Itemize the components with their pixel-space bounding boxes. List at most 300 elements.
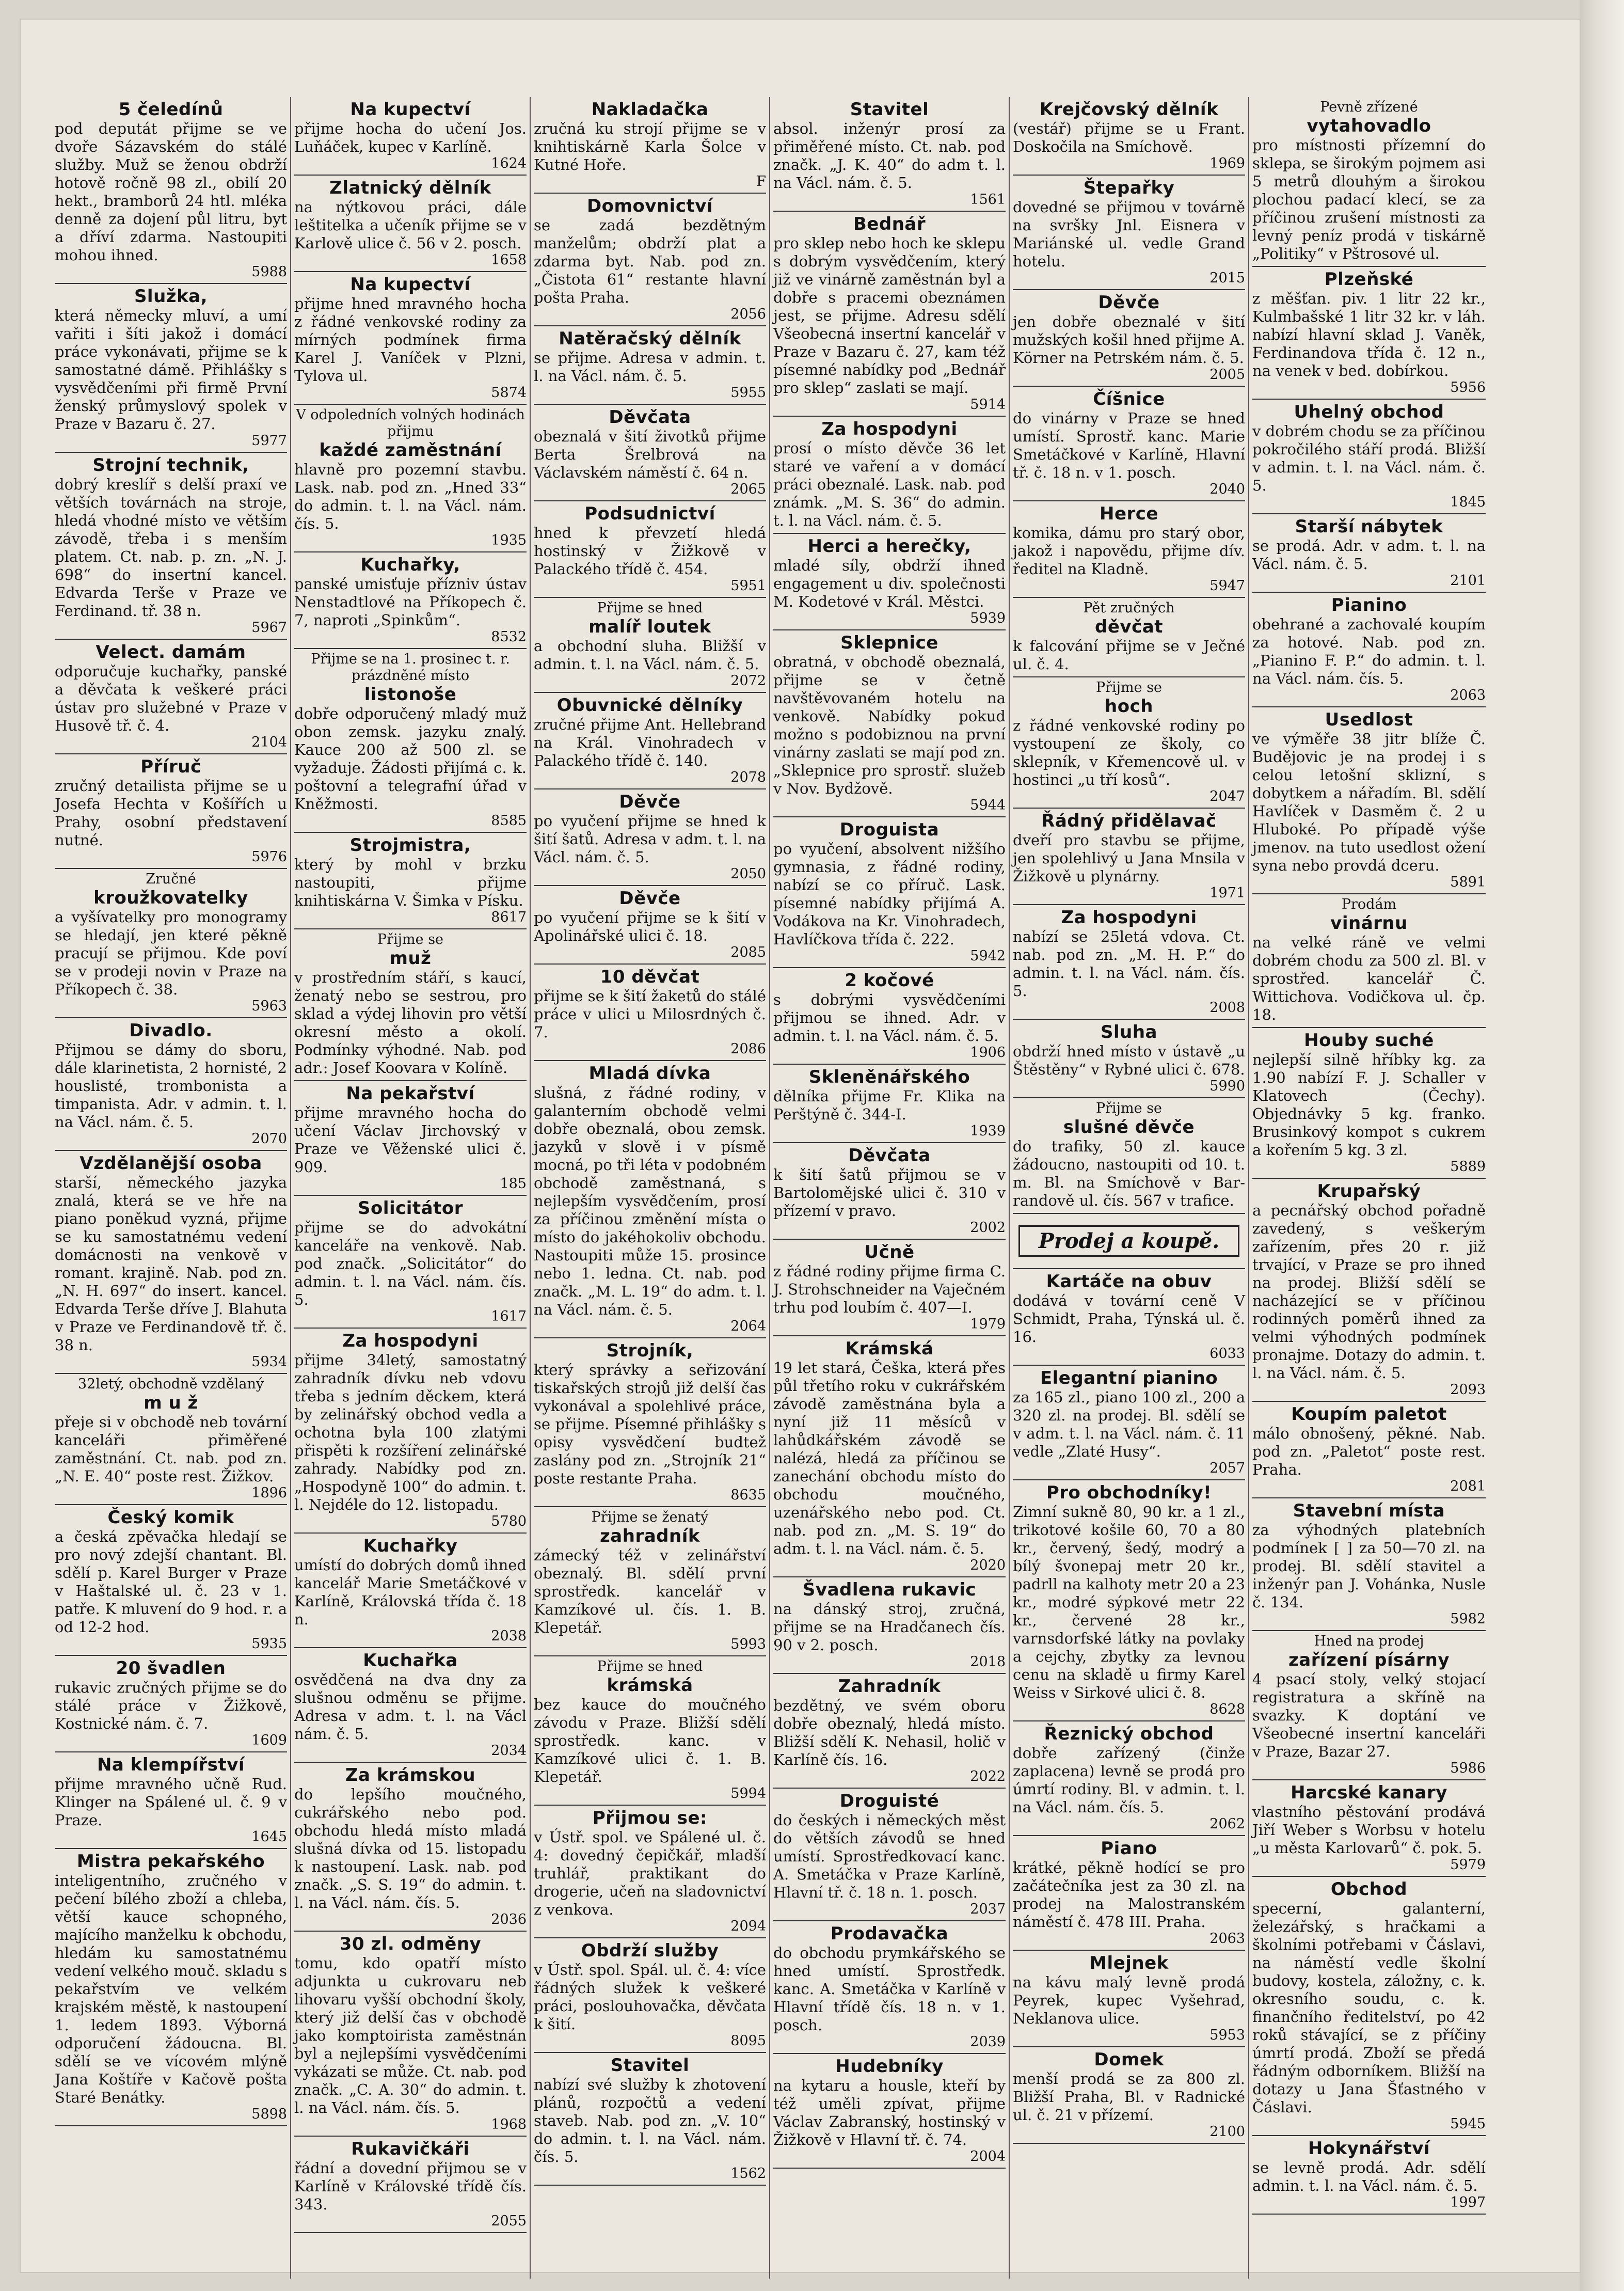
classified-ad	[1013, 809, 1245, 905]
ad-number: 2022	[970, 1768, 1006, 1784]
classified-ad	[1013, 97, 1245, 176]
ad-heading: Kuchařky	[363, 1536, 458, 1556]
ad-text: málo obnošený, pěkné. Nab. pod zn. „Paletot“ poste rest. Praha.	[1252, 1425, 1486, 1478]
ad-heading: Řeznický obchod	[1044, 1724, 1214, 1744]
ad-intro: Hned na prodej	[1314, 1633, 1424, 1649]
ad-number: 8532	[491, 629, 527, 645]
classified-ad	[1013, 387, 1245, 501]
ad-heading: Usedlost	[1325, 709, 1413, 730]
ad-heading: 20 švadlen	[116, 1658, 226, 1679]
ad-number: 185	[500, 1176, 527, 1192]
ad-heading: Číšnice	[1093, 389, 1165, 409]
ad-text: po vyučení, absolvent nižšího gymnasia, z řádné rodiny, nabízí se co příruč. Lask. písemné nabídky přijímá A. Vodákova na Kr. Vinohradech, Havlíčkova třída č. 222.	[773, 840, 1006, 948]
classified-ad	[294, 405, 527, 552]
ad-number: 2020	[970, 1557, 1006, 1573]
ad-heading: Štepařky	[1083, 178, 1175, 198]
ad-number: 2036	[491, 1911, 527, 1927]
ad-text: z řádné venkovské rodiny po vystoupení ze školy, co sklepník, v Křemencově ul. v hostinci „u tří kosů“.	[1013, 717, 1245, 788]
ad-heading: Pro obchodníky!	[1046, 1482, 1212, 1503]
classified-ad	[534, 405, 766, 501]
ad-number: 5990	[1209, 1078, 1245, 1094]
classified-ad	[55, 754, 287, 869]
ad-heading: Divadlo.	[129, 1020, 213, 1041]
ad-text: Zimní sukně 80, 90 kr. a 1 zl., trikotové košile 60, 70 a 80 kr., červený, šedý, modrý a bílý švonepaj metr 20 kr., padrll na kalhoty metr 20 a 23 kr., modré sýpkové metr 22 kr., červené 28 kr., varnsdorfské látky na povlaky a cejchy, zbytky za levnou cenu na skladě u firmy Karel Weiss v Sirkové ulici č. 8.	[1013, 1503, 1245, 1701]
ad-number: 5947	[1209, 578, 1245, 594]
column-2	[291, 97, 531, 2279]
ad-text: která německy mluví, a umí vařiti i šíti jakož i domácí práce vykonávati, přijme se k samostatné dámě. Přihlášky s vysvědčeními při firmě První ženský průmyslový spolek v Praze v Bazaru č. 27.	[55, 307, 287, 433]
ad-text: a obchodní sluha. Bližší v admin. t. l. na Václ. nám. č. 5.	[534, 637, 766, 673]
ad-heading: 5 čeledínů	[118, 99, 224, 120]
ad-text: zručný detailista přijme se u Josefa Hechta v Košířích u Prahy, osobní představení nutné.	[55, 777, 287, 849]
ad-text: vlastního pěstování prodává Jiří Weber s Worbsu v hotelu „u města Karlovarů“ č. pok. 5.	[1252, 1803, 1486, 1857]
ad-heading: Kuchařka	[363, 1650, 458, 1671]
classified-ad	[1013, 1721, 1245, 1836]
ad-heading: Zlatnický dělník	[329, 178, 491, 198]
ad-text: v Ústř. spol. ve Spálené ul. č. 4: dovedný čepičkář, mladší truhlář, praktikant do drogerie, učeň na sladovnictví z venkova.	[534, 1828, 766, 1918]
ad-text: do obchodu prymkářského se hned umístí. Sprostředk. kanc. A. Smetáčka v Karlíně v Hlavní třídě čís. 18 n. v 1. posch.	[773, 1944, 1006, 2034]
ad-number: 1561	[970, 192, 1006, 208]
ad-text: přijme mravného učně Rud. Klinger na Spálené ul. č. 9 v Praze.	[55, 1775, 287, 1829]
ad-heading: Domovnictví	[586, 196, 713, 216]
classified-ad	[1252, 1402, 1486, 1498]
ad-heading: Za krámskou	[345, 1765, 476, 1786]
classified-ad	[773, 212, 1006, 417]
ad-text: přijme mravného hocha do učení Václav Jirchovský v Praze ve Věženské ulici č. 909.	[294, 1104, 527, 1176]
ad-number: 2065	[730, 481, 766, 497]
ad-number: 2081	[1450, 1478, 1486, 1494]
ad-intro: Prodám	[1341, 896, 1397, 912]
ad-text: ve výměře 38 jitr blíže Č. Budějovic je na prodej i s celou letošní sklizní, s dobytkem a nářadím. Bl. sdělí Havlíček v Dasměm č. 2 u Hluboké. Po případě výše jmenov. na tuto usedlost ožení syna nebo provdá dceru.	[1252, 730, 1486, 874]
classified-ad	[1252, 894, 1486, 1028]
ad-text: v dobrém chodu se za příčinou pokročilého stáří prodá. Bližší v admin. t. l. na Václ. nám. č. 5.	[1252, 422, 1486, 494]
ad-number: 2039	[970, 2034, 1006, 2050]
ad-heading: Koupím paletot	[1291, 1404, 1447, 1425]
ad-text: absol. inženýr prosí za přiměřené místo. Ct. nab. pod značk. „J. K. 40“ do adm t. l. na Václ. nám. č. 5.	[773, 120, 1006, 192]
ad-heading: Mladá dívka	[588, 1063, 711, 1084]
ad-number: 5956	[1450, 380, 1486, 396]
ad-intro: Přijme se ženatý	[591, 1509, 709, 1525]
ad-heading: 10 děvčat	[600, 967, 700, 987]
ad-number: 5953	[1209, 2027, 1245, 2043]
classified-ad	[773, 534, 1006, 630]
ad-heading: krámská	[607, 1675, 693, 1696]
ad-number: 5994	[730, 1786, 766, 1802]
ad-intro: V odpoledních volných hodinách přijmu	[296, 407, 525, 439]
ad-number: 5944	[970, 797, 1006, 813]
ad-number: 5914	[970, 397, 1006, 413]
ad-heading: Příruč	[140, 756, 201, 777]
ad-heading: Vzdělanější osoba	[79, 1153, 262, 1174]
ad-number: 5935	[251, 1636, 287, 1652]
classified-ad	[55, 453, 287, 640]
column-3	[531, 97, 770, 2279]
ad-number: 5889	[1450, 1159, 1486, 1175]
ad-number: 5942	[970, 948, 1006, 964]
ad-heading: Kartáče na obuv	[1046, 1271, 1212, 1292]
ad-number: 1979	[970, 1316, 1006, 1332]
classified-ad	[294, 649, 527, 833]
classified-ad	[1252, 1028, 1486, 1179]
classified-ad	[1013, 1951, 1245, 2047]
ad-heading: muž	[389, 948, 432, 969]
ad-number: 2094	[730, 1918, 766, 1934]
classified-ad	[294, 552, 527, 649]
classified-ad	[294, 1534, 527, 1648]
ad-text: pro místnosti přízemní do sklepa, se širokým pojmem asi 5 metrů dlouhým a širokou plochou padací klecí, se za příčinou zrušení místnosti za levný peníz prodá v tiskárně „Politiky“ v Pštrosové ul.	[1252, 136, 1486, 262]
ad-number: 2018	[970, 1654, 1006, 1670]
ad-heading: Strojník,	[606, 1340, 694, 1361]
ad-heading: Hudebníky	[835, 2056, 944, 2077]
ad-text: a pecnářský obchod pořadně zavedený, s veškerým zařízením, přes 20 r. již trvající, v Praze se pro ihned na prodej. Bližší sdělí se nacházející se v příčinou rodinných poměrů ihned za velmi výhodných podmínek pronajme. Dotazy do admin. t. l. na Václ. nám. č. 5.	[1252, 1202, 1486, 1382]
ad-number: 2070	[251, 1131, 287, 1147]
ad-number: 5967	[251, 620, 287, 636]
classified-ad	[1013, 1366, 1245, 1480]
ad-number: 2037	[970, 1901, 1006, 1917]
ad-text: po vyučení přijme se hned k šití šatů. Adresa v adm. t. l. na Václ. nám. č. 5.	[534, 812, 766, 866]
ad-number: 2101	[1450, 573, 1486, 589]
ad-number: 2062	[1209, 1816, 1245, 1832]
ad-heading: listonoše	[364, 684, 457, 705]
classified-ad	[773, 968, 1006, 1065]
ad-number: 2072	[730, 673, 766, 689]
classified-ad	[773, 1240, 1006, 1336]
ad-heading: Za hospodyni	[342, 1331, 479, 1351]
ad-heading: Děvče	[619, 888, 681, 909]
classified-ad	[55, 1151, 287, 1374]
ad-heading: Přijmou se:	[592, 1808, 708, 1828]
classified-ad	[1013, 1020, 1245, 1098]
classified-ad	[773, 1336, 1006, 1577]
classified-ad	[534, 194, 766, 326]
ad-text: mladé síly, obdrží ihned engagement u div. společnosti M. Kodetové v Král. Městci.	[773, 557, 1006, 610]
ad-number: 1939	[970, 1123, 1006, 1139]
ad-number: 2050	[730, 866, 766, 882]
ad-text: přeje si v obchodě neb tovární kanceláři přiměřené zaměstnání. Ct. nab. pod zn. „N. E. 40“ poste rest. Žižkov.	[55, 1413, 287, 1485]
column-4	[770, 97, 1010, 2279]
section-title: Prodej a koupě.	[1018, 1225, 1239, 1257]
ad-heading: Za hospodyni	[821, 419, 958, 439]
ad-text: se levně prodá. Adr. sdělí admin. t. l. na Václ. nám. č. 5.	[1252, 2159, 1486, 2194]
ad-number: 2034	[491, 1743, 527, 1759]
ad-text: zámecký též v zelinářství obeznalý. Bl. sdělí první sprostředk. kancelář v Kamzíkové ul. čís. 1. B. Klepetář.	[534, 1546, 766, 1636]
ad-heading: vinárnu	[1330, 913, 1408, 934]
ad-heading: slušné děvče	[1063, 1117, 1195, 1137]
classified-ad	[55, 97, 287, 284]
classified-ad	[294, 176, 527, 272]
ad-number: 8095	[730, 2033, 766, 2049]
ad-heading: Strojní technik,	[92, 455, 249, 476]
classified-ad	[534, 1338, 766, 1507]
ad-text: přijme hned mravného hocha z řádné venkovské rodiny za mírných podmínek firma Karel J. Vaníček v Plzni, Tylova ul.	[294, 295, 527, 385]
ad-text: (vestář) přijme se u Frant. Doskočila na Smíchově.	[1013, 120, 1245, 155]
ad-text: odporučuje kuchařky, panské a děvčata k veškeré práci ústav pro služebné v Praze v Husově tř. č. 4.	[55, 662, 287, 734]
ad-text: a vyšívatelky pro monogramy se hledají, jen které pěkně pracují se přijmou. Kde poví se v prodeji novin v Praze na Příkopech č. 38.	[55, 908, 287, 998]
classified-ad	[1252, 2136, 1486, 2215]
ad-text: nabízí své služby k zhotovení plánů, rozpočtů a vedení staveb. Nab. pod zn. „V. 10“ do admin. t. l. na Václ. nám. čís. 5.	[534, 2076, 766, 2166]
ad-number: 8617	[491, 909, 527, 925]
ad-heading: Piano	[1101, 1838, 1157, 1859]
ad-number: 2015	[1209, 270, 1245, 286]
ad-heading: Elegantní pianino	[1040, 1368, 1218, 1388]
ad-number: 1935	[491, 532, 527, 548]
ad-text: krátké, pěkně hodící se pro začátečníka jest za 30 zl. na prodej na Malostranském náměstí č. 478 III. Praha.	[1013, 1859, 1245, 1931]
classified-ad	[773, 630, 1006, 817]
classified-ad	[294, 2137, 527, 2233]
ad-intro: 32letý, obchodně vzdělaný	[77, 1376, 264, 1392]
ad-text: tomu, kdo opatří místo adjunkta u cukrovaru neb lihovaru vyšší obchodní školy, který již delší čas v obchodě jako komptoirista zaměstnán byl a nejlepšími vysvědčeními vykázati se může. Ct. nab. pod značk. „C. A. 30“ do admin. t. l. na Václ. nám. čís. 5.	[294, 1954, 527, 2116]
classified-ad	[55, 1752, 287, 1849]
ad-intro: Přijme se na 1. prosinec t. r. prázdněné místo	[311, 651, 510, 684]
ad-text: na dánský stroj, zručná, přijme se na Hradčanech čís. 90 v 2. posch.	[773, 1600, 1006, 1654]
ad-number: 2063	[1209, 1931, 1245, 1947]
classified-ad	[1013, 677, 1245, 809]
ad-text: specerní, galanterní, železářský, s hračkami a školními potřebami v Čáslavi, na náměstí vedle školní budovy, kostela, záložny, c. k. okresního soudu, c. k. finančního ředitelství, po 42 roků stávající, se z příčiny úmrtí prodá. Zboží se předá řádným odborníkem. Bližší na dotazy u Jana Šťastného v Čáslavi.	[1252, 1900, 1486, 2116]
ad-heading: Natěračský dělník	[559, 328, 741, 349]
classified-ad	[294, 833, 527, 929]
ad-number: 5982	[1450, 1611, 1486, 1627]
classified-ad	[1013, 2047, 1245, 2144]
ad-number: 1997	[1450, 2194, 1486, 2210]
ad-intro: Přijme se hned	[597, 1658, 703, 1674]
ad-heading: Učně	[864, 1242, 915, 1262]
ad-text: přijme 34letý, samostatný zahradník dívku neb vdovu třeba s jedním děckem, která by zelinářský obchod vedla a ochotna byla 100 zlatými přispěti k rozšíření zelinářské zahrady. Nabídky pod zn. „Hospodyně 100“ do admin. t. l. Nejdéle do 12. listopadu.	[294, 1351, 527, 1513]
ad-heading: 30 zl. odměny	[339, 1934, 482, 1954]
ad-number: 5955	[730, 385, 766, 401]
ad-text: se zadá bezdětným manželům; obdrží plat a zdarma byt. Nab. pod zn. „Čistota 61“ restante hlavní pošta Praha.	[534, 216, 766, 306]
ad-text: bezdětný, ve svém oboru dobře obeznalý, hledá místo. Bližší sdělí K. Nehasil, holič v Karlíně čís. 16.	[773, 1697, 1006, 1768]
classified-ad	[55, 640, 287, 754]
ad-text: řádní a dovední přijmou se v Karlíně v Královské třídě čís. 343.	[294, 2159, 527, 2213]
ad-heading: Prodavačka	[830, 1923, 949, 1944]
ad-text: do trafiky, 50 zl. kauce žádoucno, nastoupiti od 10. t. m. Bl. na Smíchově v Barrandově ul. čís. 567 v trafice.	[1013, 1137, 1245, 1209]
ad-number: 2056	[730, 306, 766, 322]
ad-text: starší, německého jazyka znalá, která se ve hře na piano poněkud vyzná, přijme se ku samostatnému vedení domácnosti na venkově v romant. krajině. Nab. pod zn. „N. H. 697“ do insert. kancel. Edvarda Terše dříve J. Blahuta v Praze ve Ferdinandově tř. č. 38 n.	[55, 1174, 287, 1354]
ad-heading: Obuvnické dělníky	[556, 695, 743, 716]
ad-text: dobře odporučený mladý muž obon zemsk. jazyku znalý. Kauce 200 až 500 zl. se vyžaduje. Žádosti přijímá c. k. poštovní a telegrafní úřad v Kněžmosti.	[294, 705, 527, 813]
ad-heading: Mlejnek	[1089, 1953, 1169, 1973]
classified-ad	[294, 1196, 527, 1329]
ad-number: 5874	[491, 385, 527, 401]
classified-ad	[55, 869, 287, 1018]
column-1	[52, 97, 291, 2279]
ad-heading: Domek	[1094, 2049, 1164, 2070]
ad-heading: Uhelný obchod	[1294, 402, 1444, 422]
ad-text: Přijmou se dámy do sboru, dále klarinetista, 2 hornisté, 2 houslisté, trombonista a timpanista. Adr. v admin. t. l. na Václ. nám. č. 5.	[55, 1041, 287, 1131]
ad-text: přijme se do advokátní kanceláře na venkově. Nab. pod značk. „Solicitátor“ do admin. t. l. na Václ. nám. čís. 5.	[294, 1219, 527, 1308]
ad-text: hned k převzetí hledá hostinský v Žižkově v Palackého třídě č. 454.	[534, 524, 766, 578]
ad-heading: Krejčovský dělník	[1039, 99, 1219, 120]
ad-text: na nýtkovou práci, dále leštitelka a učeník přijme se v Karlově ulice č. 56 v 2. posch.	[294, 198, 527, 252]
ad-heading: Rukavičkáři	[351, 2139, 470, 2159]
classified-ad	[534, 1656, 766, 1806]
classified-ad	[534, 1507, 766, 1656]
ad-text: obehrané a zachovalé koupím za hotové. Nab. pod zn. „Pianino F. P.“ do admin. t. l. na Václ. nám. čís. 5.	[1252, 615, 1486, 687]
classified-ad	[1252, 707, 1486, 894]
ad-number: 1609	[251, 1732, 287, 1748]
classified-ad	[294, 1932, 527, 2137]
classified-ad	[294, 1081, 527, 1196]
ad-text: do lepšího moučného, cukrářského nebo pod. obchodu hledá místo mladá slušná dívka od 15. listopadu k nastoupení. Lask. nab. pod značk. „S. S. 19“ do admin. t. l. na Václ. nám. čís. 5.	[294, 1786, 527, 1911]
ad-text: pro sklep nebo hoch ke sklepu s dobrým vysvědčením, který již ve vinárně zaměstnán byl a dobře s pracemi obeznámen jest, se přijme. Adresu sdělí Všeobecná insertní kancelář v Praze v Bazaru č. 27, kam též písemné nabídky pod „Bednář pro sklep“ zaslati se mají.	[773, 234, 1006, 397]
ad-heading: Děvčata	[609, 407, 691, 428]
ad-number: 1645	[251, 1829, 287, 1845]
ad-number: 5891	[1450, 874, 1486, 890]
ad-text: a česká zpěvačka hledají se pro nový zdejší chantant. Bl. sdělí p. Karel Burger v Praze v Haštalské ul. č. 23 v 1. patře. K mluvení do 9 hod. r. a od 12-2 hod.	[55, 1528, 287, 1636]
ad-number: 2064	[730, 1318, 766, 1334]
ad-text: hlavně pro pozemní stavbu. Lask. nab. pod zn. „Hned 33“ do admin. t. l. na Václ. nám. čís. 5.	[294, 461, 527, 532]
ad-heading: Nakladačka	[591, 99, 709, 120]
classified-ad	[1252, 1631, 1486, 1780]
ad-heading: Starší nábytek	[1295, 516, 1443, 537]
classified-ad	[55, 1505, 287, 1656]
ad-heading: Za hospodyni	[1061, 907, 1197, 928]
classified-ad	[55, 1374, 287, 1505]
ad-number: 1562	[730, 2166, 766, 2182]
classified-ad	[1252, 1780, 1486, 1877]
classified-ad	[1013, 1098, 1245, 1214]
classified-ad	[1252, 593, 1486, 707]
classified-ad	[1252, 1877, 1486, 2136]
ad-number: 5977	[251, 433, 287, 449]
ad-number: 2104	[251, 734, 287, 750]
ad-number: 5934	[251, 1354, 287, 1370]
ad-heading: Obchod	[1330, 1879, 1408, 1900]
ad-number: 1845	[1450, 494, 1486, 510]
ad-number: 2055	[491, 2213, 527, 2229]
ad-heading: děvčat	[1095, 617, 1163, 637]
ad-heading: Zahradník	[838, 1676, 941, 1697]
ad-heading: zahradník	[600, 1526, 700, 1546]
ad-intro: Přijme se	[1095, 1100, 1163, 1116]
classified-ad	[773, 1674, 1006, 1789]
ad-text: obeznalá v šití životků přijme Berta Šrelbrová na Václavském náměstí č. 64 n.	[534, 428, 766, 481]
ad-text: dodává v tovární ceně V Schmidt, Praha, Týnská ul. č. 16.	[1013, 1292, 1245, 1346]
ad-heading: Solicitátor	[357, 1198, 464, 1219]
ad-intro: Přijme se	[1095, 680, 1163, 696]
ad-text: na velké ráně ve velmi dobrém chodu za 500 zl. Bl. v sprostřed. kancelář Č. Wittichova. Vodičkova ul. čp. 18.	[1252, 934, 1486, 1023]
classified-ad	[1013, 501, 1245, 598]
ad-number: 5780	[491, 1513, 527, 1529]
ad-number: 2004	[970, 2148, 1006, 2164]
ad-number: 8585	[491, 813, 527, 829]
ad-heading: Plzeňské	[1324, 269, 1414, 290]
classified-ad	[294, 1648, 527, 1763]
classified-ad	[1013, 905, 1245, 1020]
classified-ad	[773, 2054, 1006, 2169]
ad-number: 1896	[251, 1485, 287, 1501]
classified-ad	[294, 1329, 527, 1534]
ad-heading: Strojmistra,	[349, 835, 471, 856]
classified-ad	[534, 886, 766, 965]
ad-heading: Pianino	[1331, 595, 1407, 615]
ad-text: 4 psací stoly, velký stojací registratura a skříně na svazky. K doptání ve Všeobecné insertní kanceláři v Praze, Bazar 27.	[1252, 1670, 1486, 1760]
ad-heading: Herce	[1100, 503, 1158, 524]
ad-heading: Na klempířství	[97, 1755, 245, 1775]
ad-heading: Řádný přidělavač	[1041, 811, 1217, 831]
classified-ad	[1252, 514, 1486, 593]
ad-text: k šití šatů přijmou se v Bartolomějské ulici č. 310 v přízemí v pravo.	[773, 1166, 1006, 1220]
ad-heading: Na pekařství	[346, 1083, 475, 1104]
classified-ad	[55, 1656, 287, 1752]
ad-heading: 2 kočové	[845, 970, 934, 991]
ad-text: rukavic zručných přijme se do stálé práce v Žižkově, Kostnické nám. č. 7.	[55, 1679, 287, 1732]
ad-text: prosí o místo děvče 36 let staré ve vaření a v domácí práci obeznalé. Lask. nab. pod známk. „M. S. 36“ do admin. t. l. na Václ. nám. č. 5.	[773, 439, 1006, 529]
classified-ad	[1013, 1836, 1245, 1951]
ad-heading: Stavitel	[610, 2055, 690, 2076]
ad-number: 2063	[1450, 687, 1486, 703]
classified-ad	[773, 1143, 1006, 1240]
ad-heading: Na kupectví	[350, 99, 471, 120]
ad-text: 19 let stará, Češka, která přes půl třetího roku v cukrářském závodě zaměstnána byla a nyní již 11 měsíců v lahůdkářském závodě se nalézá, hledá za příčinou se zanechání obchodu místo do obchodu moučného, uzenářského nebo pod. Ct. nab. pod zn. „M. S. 19“ do adm. t. l. na Václ. nám. č. 5.	[773, 1359, 1006, 1557]
ad-number: 5939	[970, 610, 1006, 626]
ad-text: nabízí se 25letá vdova. Ct. nab. pod zn. „M. H. P.“ do admin. t. l. na Václ. nám. čís. 5.	[1013, 928, 1245, 1000]
classified-ad	[773, 1921, 1006, 2054]
classified-ad	[1252, 1179, 1486, 1402]
ad-heading: Obdrží služby	[581, 1940, 719, 1961]
classified-ad	[1252, 97, 1486, 267]
ad-heading: Houby suché	[1304, 1030, 1434, 1051]
ad-number: 2047	[1209, 788, 1245, 804]
classified-ad	[55, 1018, 287, 1151]
ad-number: 2008	[1209, 1000, 1245, 1016]
ad-heading: Stavitel	[850, 99, 929, 120]
classified-ad	[1013, 176, 1245, 290]
ad-number: 5988	[251, 264, 287, 280]
classified-ad	[294, 97, 527, 176]
ad-number: 5986	[1450, 1760, 1486, 1776]
ad-heading: Herci a herečky,	[807, 536, 972, 557]
ad-number: 1968	[491, 2116, 527, 2132]
ad-heading: Podsudnictví	[584, 503, 715, 524]
classified-ad	[773, 417, 1006, 534]
ad-heading: malíř loutek	[588, 617, 711, 637]
classified-ad	[294, 929, 527, 1081]
ad-text: na kytaru a housle, kteří by též uměli zpívat, přijme Václav Zabranský, hostinský v Žižkově v Hlavní tř. č. 74.	[773, 2077, 1006, 2148]
ad-number: 2093	[1450, 1382, 1486, 1398]
ad-heading: Český komik	[107, 1507, 234, 1528]
ad-number: 5993	[730, 1636, 766, 1652]
ad-text: menší prodá se za 800 zl. Bližší Praha, Bl. v Radnické ul. č. 21 v přízemí.	[1013, 2070, 1245, 2124]
ad-intro: Pět zručných	[1083, 600, 1175, 616]
ad-text: za výhodných platebních podmínek [ ] za 50—70 zl. na prodej. Bl. sdělí stavitel a inženýr pan J. Vohánka, Nusle č. 134.	[1252, 1521, 1486, 1611]
ad-heading: Droguista	[839, 819, 940, 840]
ad-text: dobře zařízený (činže zaplacena) levně se prodá pro úmrtí rodiny. Bl. v admin. t. l. na Václ. nám. čís. 5.	[1013, 1744, 1245, 1816]
ad-text: z řádné rodiny přijme firma C. J. Strohschneider na Vaječném trhu pod loubím č. 407—I.	[773, 1262, 1006, 1316]
ad-number: 5963	[251, 998, 287, 1014]
ad-text: za 165 zl., piano 100 zl., 200 a 320 zl. na prodej. Bl. sdělí se v adm. t. l. na Václ. nám. č. 11 vedle „Zlaté Husy“.	[1013, 1388, 1245, 1460]
ad-heading: Skleněnářského	[808, 1067, 970, 1087]
ad-text: který by mohl v brzku nastoupiti, přijme knihtiskárna V. Šimka v Písku.	[294, 856, 527, 909]
ad-text: přijme se k šití žaketů do stálé práce v ulici u Milosrdných č. 7.	[534, 987, 766, 1041]
ad-text: zručná ku strojí přijme se v knihtiskárně Karla Šolce v Kutné Hoře.	[534, 120, 766, 173]
ad-heading: Velect. damám	[95, 642, 246, 662]
ad-text: dveří pro stavbu se přijme, jen spolehlivý u Jana Mnsila v Žižkově u plynárny.	[1013, 831, 1245, 885]
classified-ad	[534, 1061, 766, 1338]
newspaper-page	[21, 20, 1580, 2272]
ad-number: 2100	[1209, 2124, 1245, 2140]
ad-number: 2085	[730, 944, 766, 960]
ad-heading: Bednář	[853, 214, 926, 234]
ad-heading: Děvče	[1098, 292, 1160, 313]
ad-text: dělníka přijme Fr. Klika na Perštýně č. 344-I.	[773, 1087, 1006, 1123]
ad-heading: Děvčata	[848, 1145, 931, 1166]
ad-text: komika, dámu pro starý obor, jakož i napovědu, přijme dív. ředitel na Kladně.	[1013, 524, 1245, 578]
classified-ad	[773, 1065, 1006, 1143]
section-heading	[1013, 1214, 1245, 1269]
ad-text: bez kauce do moučného závodu v Praze. Bližší sdělí sprostředk. kanc. v Kamzíkové ulici č. 1. B. Klepetář.	[534, 1696, 766, 1786]
ad-text: osvědčená na dva dny za slušnou odměnu se přijme. Adresa v adm. t. l. na Václ nám. č. 5.	[294, 1671, 527, 1743]
ad-heading: Harcské kanary	[1291, 1782, 1447, 1803]
